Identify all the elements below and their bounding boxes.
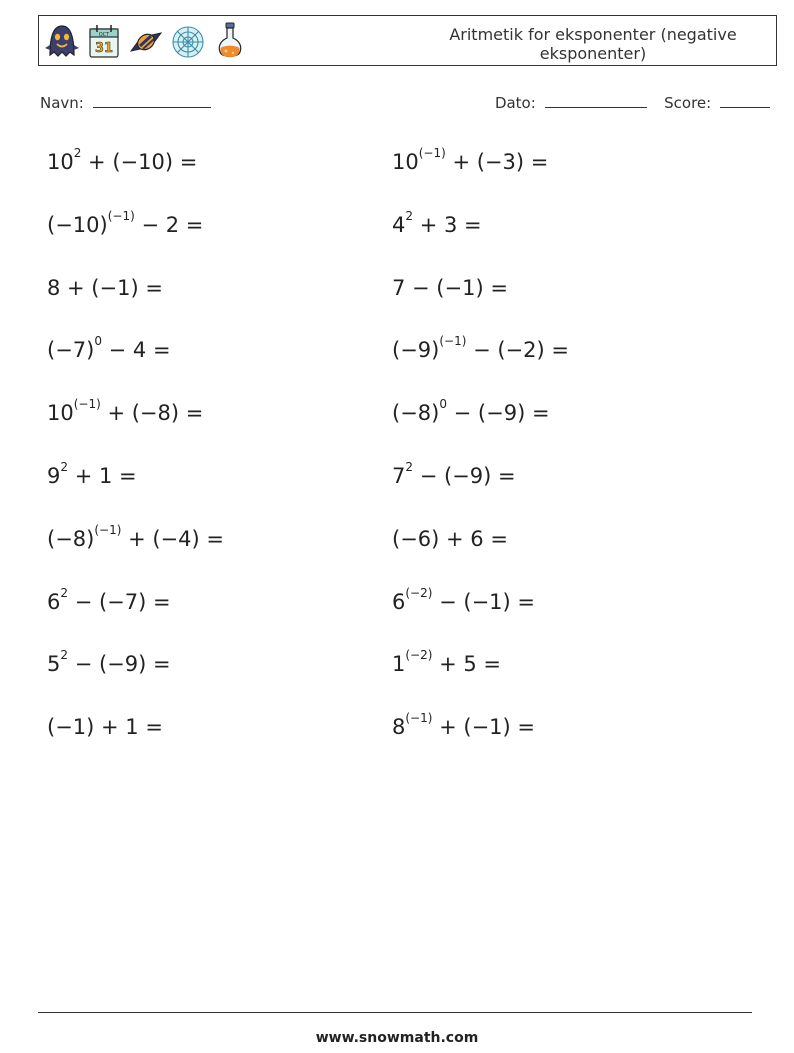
problem-item: [392, 334, 569, 363]
problem-rest: − (−2) =: [466, 338, 569, 363]
problem-base: 6: [47, 589, 61, 614]
header-box: [38, 15, 777, 66]
problem-base: 7: [392, 464, 406, 488]
problem-base: (−10): [47, 212, 108, 237]
problem-rest: + (−1) =: [432, 715, 535, 740]
problem-item: [392, 648, 502, 677]
problem-item: [47, 397, 204, 426]
problem-item: [47, 146, 198, 174]
problem-rest: + (−4) =: [121, 526, 224, 551]
problem-exponent: 2: [405, 208, 414, 223]
problem-rest: − (−7) =: [68, 589, 171, 614]
problem-base: (−8): [392, 401, 440, 426]
problem-rest: − 2 =: [134, 212, 204, 237]
problem-exponent: (−2): [405, 648, 433, 663]
footer-divider: [38, 1012, 752, 1013]
problem-item: [47, 585, 171, 614]
problem-base: 10: [392, 150, 419, 174]
footer-site: www.snowmath.com: [315, 1030, 479, 1046]
problem-exponent: 2: [73, 146, 82, 160]
problem-base: 4: [392, 212, 406, 237]
problem-base: (−8): [47, 526, 95, 551]
problem-exponent: 2: [60, 585, 69, 600]
name-blank[interactable]: [93, 93, 211, 108]
score-blank[interactable]: [720, 93, 770, 108]
problem-base: 9: [47, 464, 61, 488]
problem-base: 5: [47, 652, 61, 677]
problem-base: (−1) + 1 =: [47, 715, 163, 740]
problem-rest: − (−9) =: [413, 464, 516, 488]
problem-exponent: (−1): [405, 711, 433, 726]
problem-base: 6: [392, 589, 406, 614]
problem-item: [392, 276, 508, 300]
problem-item: [392, 460, 516, 488]
problem-base: 10: [47, 401, 74, 426]
problem-exponent: 2: [60, 648, 69, 663]
problem-base: 1: [392, 652, 406, 677]
problem-item: [392, 527, 508, 551]
problem-exponent: 2: [405, 460, 414, 474]
name-label: Navn:: [40, 94, 84, 112]
problem-exponent: (−1): [418, 146, 446, 160]
score-label: Score:: [664, 94, 712, 112]
name-field: [40, 93, 211, 112]
candy-icon: [128, 21, 164, 61]
problem-item: [47, 648, 171, 677]
problem-item: [392, 397, 550, 426]
problem-exponent: (−1): [94, 522, 122, 537]
problem-exponent: (−1): [107, 208, 135, 223]
problem-rest: − (−1) =: [432, 589, 535, 614]
problem-rest: − (−9) =: [446, 401, 550, 426]
problem-item: [47, 208, 204, 237]
problem-exponent: 0: [94, 334, 102, 349]
problem-rest: + (−10) =: [81, 150, 198, 174]
potion-flask-icon: [212, 21, 248, 61]
calendar-day: 31: [94, 41, 114, 56]
problem-rest: + (−3) =: [445, 150, 549, 174]
problem-item: [47, 334, 171, 363]
problem-rest: − 4 =: [101, 338, 171, 363]
problem-base: 8 + (−1) =: [47, 275, 163, 300]
problem-rest: + 1 =: [68, 464, 137, 488]
calendar-icon: [86, 21, 122, 61]
spider-web-icon: [170, 21, 206, 61]
problem-base: (−7): [47, 338, 95, 363]
problem-base: (−6) + 6 =: [392, 526, 508, 551]
calendar-month: OCT: [98, 32, 110, 38]
icon-strip: [44, 21, 248, 61]
problem-item: [392, 208, 482, 237]
problem-exponent: (−2): [405, 585, 433, 600]
problem-exponent: (−1): [439, 334, 467, 349]
problem-item: [47, 276, 163, 300]
date-score-fields: [495, 93, 770, 112]
problem-item: [47, 522, 224, 551]
ghost-icon: [44, 21, 80, 61]
problem-item: [47, 715, 163, 739]
problem-exponent: (−1): [73, 397, 101, 412]
date-label: Dato:: [494, 94, 536, 112]
problem-rest: + (−8) =: [100, 401, 204, 426]
problem-item: [392, 711, 535, 740]
problem-base: 10: [47, 150, 74, 174]
problem-exponent: 0: [439, 397, 447, 412]
problem-base: 7 − (−1) =: [392, 275, 508, 300]
date-blank[interactable]: [545, 93, 647, 108]
worksheet-title: Aritmetik for eksponenter (negative eksponenter): [449, 25, 737, 63]
problem-base: 8: [392, 715, 406, 740]
problem-base: (−9): [392, 338, 440, 363]
problem-rest: + 3 =: [413, 212, 482, 237]
problem-item: [392, 585, 535, 614]
problem-rest: − (−9) =: [68, 652, 171, 677]
problem-item: [47, 460, 137, 488]
problem-exponent: 2: [60, 460, 69, 474]
problem-item: [392, 146, 549, 174]
problem-rest: + 5 =: [432, 652, 502, 677]
